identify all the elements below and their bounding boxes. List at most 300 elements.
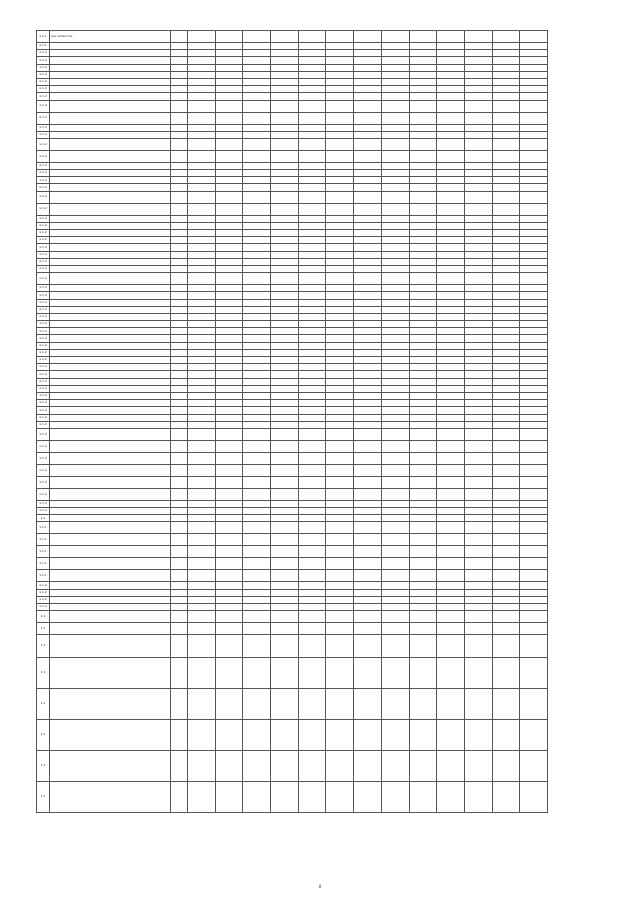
row-code-cell: 1.1.2 — [37, 285, 50, 292]
row-value-cell — [215, 244, 243, 251]
row-value-cell — [492, 222, 520, 229]
row-unit-cell — [171, 378, 188, 385]
row-value-cell — [243, 589, 271, 596]
row-value-cell — [243, 138, 271, 150]
row-value-cell — [354, 428, 382, 440]
row-value-cell — [215, 378, 243, 385]
row-value-cell — [215, 522, 243, 534]
row-value-cell — [243, 285, 271, 292]
row-value-cell — [326, 488, 354, 500]
row-value-cell — [188, 292, 216, 299]
row-value-cell — [188, 689, 216, 720]
row-value-cell — [215, 635, 243, 658]
row-value-cell — [215, 273, 243, 285]
row-value-cell — [437, 306, 465, 313]
row-value-cell — [437, 400, 465, 407]
row-value-cell — [437, 251, 465, 258]
row-value-cell — [243, 31, 271, 43]
row-value-cell — [464, 292, 492, 299]
row-value-cell — [464, 522, 492, 534]
row-value-cell — [243, 623, 271, 635]
row-unit-cell — [171, 313, 188, 320]
row-code-cell: 1.1.2 — [37, 150, 50, 162]
row-value-cell — [243, 306, 271, 313]
row-value-cell — [215, 421, 243, 428]
row-value-cell — [215, 534, 243, 546]
row-value-cell — [271, 611, 299, 623]
row-value-cell — [492, 78, 520, 85]
row-code-cell: 1.1.1 — [37, 546, 50, 558]
row-value-cell — [409, 273, 437, 285]
row-value-cell — [298, 689, 326, 720]
row-value-cell — [437, 720, 465, 751]
row-value-cell — [492, 170, 520, 177]
row-value-cell — [464, 265, 492, 272]
row-value-cell — [298, 508, 326, 515]
row-code-cell: 1.1.2 — [37, 306, 50, 313]
row-value-cell — [298, 570, 326, 582]
row-value-cell — [326, 71, 354, 78]
row-value-cell — [437, 364, 465, 371]
row-value-cell — [326, 215, 354, 222]
row-value-cell — [520, 488, 548, 500]
row-value-cell — [381, 720, 409, 751]
row-name-cell — [50, 464, 171, 476]
row-name-cell — [50, 237, 171, 244]
row-value-cell — [298, 611, 326, 623]
row-value-cell — [354, 57, 382, 64]
row-value-cell — [326, 191, 354, 203]
row-value-cell — [215, 582, 243, 589]
row-value-cell — [354, 299, 382, 306]
row-unit-cell — [171, 31, 188, 43]
row-value-cell — [409, 43, 437, 50]
row-value-cell — [188, 414, 216, 421]
row-code-cell: 1.1.2 — [37, 488, 50, 500]
row-value-cell — [520, 138, 548, 150]
row-value-cell — [354, 124, 382, 131]
row-value-cell — [298, 378, 326, 385]
row-value-cell — [354, 93, 382, 100]
row-unit-cell — [171, 635, 188, 658]
row-value-cell — [492, 251, 520, 258]
row-code-cell: 1.1 — [37, 689, 50, 720]
row-value-cell — [520, 184, 548, 191]
row-value-cell — [464, 184, 492, 191]
row-value-cell — [492, 357, 520, 364]
row-value-cell — [409, 400, 437, 407]
row-code-cell: 1.1.2 — [37, 230, 50, 237]
row-value-cell — [354, 138, 382, 150]
table-row — [37, 623, 548, 635]
row-value-cell — [381, 162, 409, 169]
row-value-cell — [243, 100, 271, 112]
row-name-cell — [50, 392, 171, 399]
row-value-cell — [188, 546, 216, 558]
row-value-cell — [243, 251, 271, 258]
row-value-cell — [437, 162, 465, 169]
row-value-cell — [354, 215, 382, 222]
row-value-cell — [326, 86, 354, 93]
row-value-cell — [437, 782, 465, 813]
row-value-cell — [437, 244, 465, 251]
row-value-cell — [243, 751, 271, 782]
row-value-cell — [381, 57, 409, 64]
row-value-cell — [188, 93, 216, 100]
row-value-cell — [409, 150, 437, 162]
row-value-cell — [215, 71, 243, 78]
row-value-cell — [492, 342, 520, 349]
row-unit-cell — [171, 589, 188, 596]
row-value-cell — [381, 407, 409, 414]
row-value-cell — [409, 589, 437, 596]
row-value-cell — [381, 342, 409, 349]
row-value-cell — [326, 378, 354, 385]
row-value-cell — [437, 265, 465, 272]
row-value-cell — [188, 596, 216, 603]
row-value-cell — [492, 421, 520, 428]
row-value-cell — [326, 285, 354, 292]
row-code-cell: 1.1.2 — [37, 215, 50, 222]
row-value-cell — [298, 421, 326, 428]
row-value-cell — [215, 349, 243, 356]
row-value-cell — [409, 321, 437, 328]
row-value-cell — [271, 508, 299, 515]
row-value-cell — [298, 751, 326, 782]
row-value-cell — [464, 191, 492, 203]
row-value-cell — [188, 464, 216, 476]
row-value-cell — [215, 488, 243, 500]
row-name-cell — [50, 589, 171, 596]
row-value-cell — [520, 720, 548, 751]
row-unit-cell — [171, 306, 188, 313]
row-value-cell — [437, 86, 465, 93]
row-value-cell — [188, 170, 216, 177]
row-value-cell — [354, 342, 382, 349]
row-value-cell — [381, 203, 409, 215]
row-unit-cell — [171, 371, 188, 378]
row-unit-cell — [171, 78, 188, 85]
table-row — [37, 440, 548, 452]
row-name-cell — [50, 349, 171, 356]
row-value-cell — [520, 464, 548, 476]
row-value-cell — [492, 371, 520, 378]
table-row — [37, 138, 548, 150]
row-value-cell — [464, 237, 492, 244]
row-value-cell — [298, 407, 326, 414]
row-value-cell — [520, 313, 548, 320]
row-value-cell — [354, 203, 382, 215]
row-value-cell — [243, 170, 271, 177]
row-value-cell — [188, 658, 216, 689]
row-value-cell — [326, 222, 354, 229]
row-value-cell — [381, 170, 409, 177]
row-value-cell — [520, 177, 548, 184]
table-row — [37, 215, 548, 222]
row-value-cell — [409, 71, 437, 78]
row-value-cell — [298, 452, 326, 464]
row-value-cell — [520, 100, 548, 112]
row-value-cell — [188, 515, 216, 522]
row-unit-cell — [171, 558, 188, 570]
row-value-cell — [271, 342, 299, 349]
row-unit-cell — [171, 170, 188, 177]
row-value-cell — [492, 378, 520, 385]
row-value-cell — [437, 57, 465, 64]
row-value-cell — [437, 611, 465, 623]
row-value-cell — [271, 500, 299, 507]
row-value-cell — [354, 452, 382, 464]
row-value-cell — [409, 64, 437, 71]
row-value-cell — [409, 244, 437, 251]
row-value-cell — [215, 452, 243, 464]
row-value-cell — [492, 292, 520, 299]
row-unit-cell — [171, 500, 188, 507]
row-name-cell — [50, 582, 171, 589]
row-value-cell — [409, 414, 437, 421]
row-value-cell — [520, 258, 548, 265]
row-value-cell — [243, 71, 271, 78]
row-value-cell — [326, 522, 354, 534]
row-value-cell — [298, 414, 326, 421]
row-value-cell — [437, 150, 465, 162]
row-unit-cell — [171, 50, 188, 57]
row-name-cell — [50, 328, 171, 335]
table-row — [37, 658, 548, 689]
row-value-cell — [492, 488, 520, 500]
row-unit-cell — [171, 414, 188, 421]
row-value-cell — [271, 582, 299, 589]
row-value-cell — [243, 782, 271, 813]
row-value-cell — [298, 292, 326, 299]
row-value-cell — [298, 428, 326, 440]
row-unit-cell — [171, 244, 188, 251]
row-name-cell — [50, 400, 171, 407]
row-value-cell — [188, 720, 216, 751]
row-value-cell — [492, 321, 520, 328]
row-value-cell — [409, 335, 437, 342]
row-value-cell — [354, 782, 382, 813]
row-value-cell — [188, 230, 216, 237]
row-unit-cell — [171, 71, 188, 78]
row-name-cell — [50, 162, 171, 169]
row-value-cell — [188, 522, 216, 534]
row-value-cell — [243, 357, 271, 364]
row-value-cell — [215, 299, 243, 306]
row-value-cell — [409, 50, 437, 57]
row-code-cell: 1.1.2 — [37, 378, 50, 385]
row-value-cell — [492, 64, 520, 71]
row-value-cell — [354, 50, 382, 57]
row-value-cell — [409, 177, 437, 184]
row-value-cell — [271, 349, 299, 356]
row-value-cell — [464, 378, 492, 385]
row-value-cell — [188, 534, 216, 546]
row-value-cell — [215, 392, 243, 399]
row-value-cell — [464, 112, 492, 124]
row-value-cell — [520, 508, 548, 515]
row-value-cell — [381, 378, 409, 385]
row-value-cell — [381, 50, 409, 57]
row-value-cell — [492, 407, 520, 414]
row-value-cell — [188, 86, 216, 93]
row-value-cell — [298, 237, 326, 244]
row-unit-cell — [171, 385, 188, 392]
row-value-cell — [243, 150, 271, 162]
row-value-cell — [271, 558, 299, 570]
row-value-cell — [354, 313, 382, 320]
row-value-cell — [437, 64, 465, 71]
row-unit-cell — [171, 751, 188, 782]
row-value-cell — [243, 464, 271, 476]
row-name-cell — [50, 658, 171, 689]
row-unit-cell — [171, 782, 188, 813]
row-value-cell — [243, 407, 271, 414]
row-code-cell: 1.1.2 — [37, 400, 50, 407]
row-value-cell — [381, 428, 409, 440]
row-value-cell — [326, 570, 354, 582]
row-unit-cell — [171, 112, 188, 124]
row-name-cell — [50, 222, 171, 229]
row-unit-cell — [171, 570, 188, 582]
row-value-cell — [326, 407, 354, 414]
table-row — [37, 720, 548, 751]
row-value-cell — [215, 150, 243, 162]
row-value-cell — [520, 93, 548, 100]
row-value-cell — [354, 371, 382, 378]
row-value-cell — [409, 515, 437, 522]
row-value-cell — [298, 258, 326, 265]
table-row — [37, 150, 548, 162]
row-code-cell: 1.1.2 — [37, 321, 50, 328]
row-value-cell — [464, 385, 492, 392]
row-value-cell — [520, 546, 548, 558]
row-name-cell — [50, 623, 171, 635]
row-value-cell — [492, 86, 520, 93]
row-code-cell: 1.1.2 — [37, 500, 50, 507]
row-value-cell — [464, 392, 492, 399]
row-value-cell — [298, 78, 326, 85]
row-value-cell — [437, 230, 465, 237]
row-value-cell — [437, 596, 465, 603]
row-value-cell — [437, 515, 465, 522]
row-value-cell — [326, 184, 354, 191]
row-value-cell — [409, 658, 437, 689]
row-value-cell — [298, 31, 326, 43]
row-value-cell — [298, 57, 326, 64]
table-row — [37, 131, 548, 138]
row-code-cell: 1.1.2 — [37, 371, 50, 378]
row-value-cell — [381, 508, 409, 515]
row-value-cell — [464, 313, 492, 320]
row-value-cell — [492, 508, 520, 515]
row-value-cell — [188, 421, 216, 428]
row-value-cell — [271, 43, 299, 50]
row-value-cell — [381, 215, 409, 222]
row-value-cell — [437, 131, 465, 138]
table-row — [37, 237, 548, 244]
row-value-cell — [188, 313, 216, 320]
row-value-cell — [381, 184, 409, 191]
row-name-cell — [50, 265, 171, 272]
row-value-cell — [464, 64, 492, 71]
row-value-cell — [520, 534, 548, 546]
row-value-cell — [464, 321, 492, 328]
row-value-cell — [464, 251, 492, 258]
row-unit-cell — [171, 177, 188, 184]
row-value-cell — [437, 371, 465, 378]
row-code-cell: 1.1 — [37, 623, 50, 635]
row-unit-cell — [171, 299, 188, 306]
row-value-cell — [215, 342, 243, 349]
row-value-cell — [188, 71, 216, 78]
row-value-cell — [464, 611, 492, 623]
row-value-cell — [326, 31, 354, 43]
row-value-cell — [326, 93, 354, 100]
row-value-cell — [437, 222, 465, 229]
row-value-cell — [215, 428, 243, 440]
row-unit-cell — [171, 328, 188, 335]
row-code-cell: 1.1.2 — [37, 258, 50, 265]
row-value-cell — [271, 385, 299, 392]
row-value-cell — [188, 321, 216, 328]
row-unit-cell — [171, 611, 188, 623]
row-value-cell — [188, 500, 216, 507]
row-value-cell — [492, 385, 520, 392]
row-value-cell — [188, 371, 216, 378]
row-value-cell — [409, 313, 437, 320]
row-value-cell — [381, 124, 409, 131]
row-value-cell — [188, 162, 216, 169]
row-value-cell — [271, 93, 299, 100]
row-value-cell — [271, 357, 299, 364]
row-value-cell — [437, 421, 465, 428]
row-value-cell — [188, 582, 216, 589]
row-value-cell — [381, 265, 409, 272]
row-value-cell — [298, 589, 326, 596]
row-value-cell — [271, 596, 299, 603]
row-value-cell — [464, 400, 492, 407]
row-value-cell — [437, 112, 465, 124]
row-value-cell — [409, 392, 437, 399]
row-value-cell — [188, 604, 216, 611]
row-unit-cell — [171, 364, 188, 371]
row-unit-cell — [171, 100, 188, 112]
row-name-cell — [50, 357, 171, 364]
row-value-cell — [243, 244, 271, 251]
row-code-cell: 1.1.2 — [37, 313, 50, 320]
row-value-cell — [520, 237, 548, 244]
row-value-cell — [409, 546, 437, 558]
row-unit-cell — [171, 515, 188, 522]
row-value-cell — [326, 635, 354, 658]
row-value-cell — [381, 349, 409, 356]
row-value-cell — [492, 328, 520, 335]
row-value-cell — [326, 414, 354, 421]
row-value-cell — [243, 321, 271, 328]
row-unit-cell — [171, 258, 188, 265]
row-name-cell — [50, 299, 171, 306]
row-value-cell — [381, 64, 409, 71]
row-value-cell — [188, 100, 216, 112]
row-code-cell: 1.1.2 — [37, 414, 50, 421]
row-name-cell — [50, 100, 171, 112]
row-value-cell — [188, 64, 216, 71]
row-value-cell — [437, 124, 465, 131]
row-code-cell: 1.1.2 — [37, 162, 50, 169]
row-value-cell — [492, 611, 520, 623]
row-name-cell — [50, 335, 171, 342]
